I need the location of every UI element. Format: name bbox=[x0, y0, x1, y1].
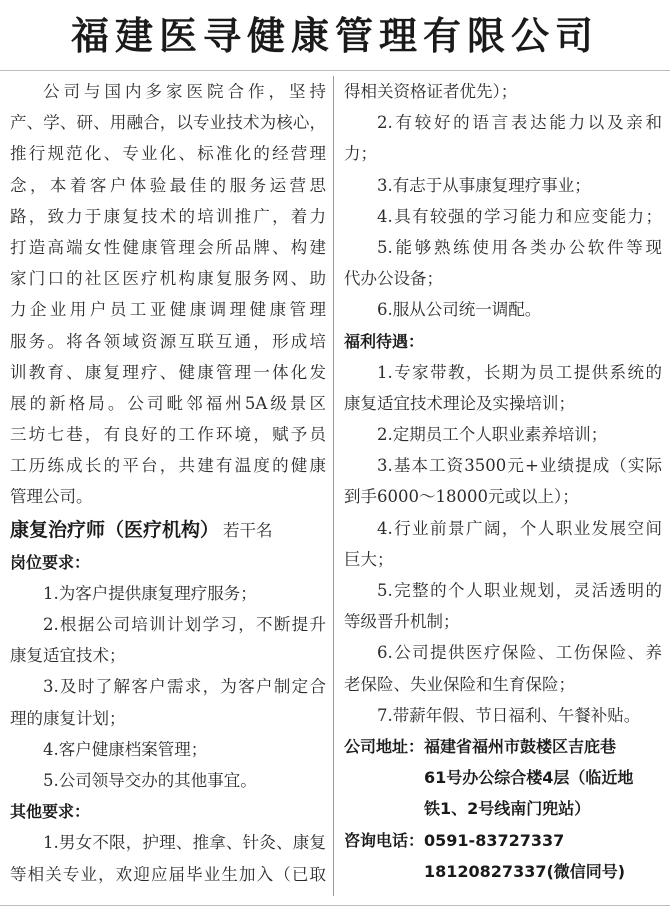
benefit-line: 巨大； bbox=[344, 549, 394, 569]
duty-line: 康复适宜技术； bbox=[10, 646, 126, 666]
intro-line: 公司与国内多家医院合作，坚持 bbox=[43, 82, 326, 101]
intro-line: 产、学、研、用融合，以专业技术为核心， bbox=[10, 113, 326, 133]
other-heading: 其他要求： bbox=[10, 802, 91, 822]
benefit-line: 1.专家带教，长期为员工提供系统的 bbox=[377, 362, 662, 382]
intro-line: 工历练成长的平台，共建有温度的健康 bbox=[10, 456, 326, 476]
right-column bbox=[344, 76, 662, 887]
phone-number: 0591-83727337 bbox=[424, 830, 565, 850]
intro-line: 家门口的社区医疗机构康复服务网、助 bbox=[10, 269, 326, 289]
duty-line: 3.及时了解客户需求，为客户制定合 bbox=[43, 677, 326, 697]
contact-phone bbox=[344, 825, 662, 887]
other-requirements-left bbox=[10, 827, 326, 889]
benefit-line: 老保险、失业保险和生育保险； bbox=[344, 674, 575, 694]
company-address bbox=[344, 731, 662, 825]
duty-line: 1.为客户提供康复理疗服务； bbox=[43, 583, 257, 603]
benefit-line: 7.带薪年假、节日福利、午餐补贴。 bbox=[377, 705, 641, 725]
other-line: 6.服从公司统一调配。 bbox=[377, 300, 542, 320]
benefit-line: 3.基本工资3500元+业绩提成（实际 bbox=[377, 456, 662, 476]
job-title: 康复治疗师（医疗机构） bbox=[10, 518, 220, 541]
address-line: 铁1、2号线南门兜站） bbox=[424, 799, 591, 819]
duty-line: 2.根据公司培训计划学习，不断提升 bbox=[43, 615, 326, 634]
address-line: 61号办公综合楼4层（临近地 bbox=[424, 768, 634, 788]
other-line: 3.有志于从事康复理疗事业； bbox=[377, 175, 591, 195]
other-requirements-right bbox=[344, 76, 662, 326]
page-title: 福建医寻健康管理有限公司 bbox=[70, 14, 599, 58]
top-divider bbox=[0, 70, 670, 71]
intro-line: 管理公司。 bbox=[10, 487, 93, 507]
benefit-line: 5.完整的个人职业规划，灵活透明的 bbox=[377, 581, 662, 600]
duties-heading: 岗位要求： bbox=[10, 552, 91, 572]
other-line: 5.能够熟练使用各类办公软件等现 bbox=[377, 237, 662, 257]
duty-line: 理的康复计划； bbox=[10, 708, 126, 728]
intro-line: 训教育、康复理疗、健康管理一体化发 bbox=[10, 362, 326, 382]
benefit-line: 4.行业前景广阔，个人职业发展空间 bbox=[377, 518, 662, 538]
address-line: 福建省福州市鼓楼区吉庇巷 bbox=[424, 736, 617, 756]
other-line: 得相关资格证者优先）； bbox=[344, 82, 518, 101]
address-label: 公司地址： bbox=[344, 736, 425, 756]
intro-line: 推行规范化、专业化、标准化的经营理 bbox=[10, 144, 326, 164]
intro-line: 力企业用户员工亚健康调理健康管理 bbox=[10, 300, 326, 320]
company-intro bbox=[10, 76, 326, 513]
other-line: 1.男女不限，护理、推拿、针灸、康复 bbox=[43, 833, 326, 853]
intro-line: 打造高端女性健康管理会所品牌、构建 bbox=[10, 237, 326, 257]
duties-list bbox=[10, 578, 326, 796]
benefit-line: 康复适宜技术理论及实操培训； bbox=[344, 393, 575, 413]
benefit-line: 2.定期员工个人职业素养培训； bbox=[377, 425, 608, 445]
job-count: 若干名 bbox=[223, 520, 273, 540]
duty-line: 5.公司领导交办的其他事宜。 bbox=[43, 770, 257, 790]
other-line: 力； bbox=[344, 144, 377, 164]
intro-line: 展的新格局。公司毗邻福州5A级景区 bbox=[10, 393, 326, 413]
intro-line: 路，致力于康复技术的培训推广，着力 bbox=[10, 206, 326, 226]
column-divider bbox=[333, 76, 334, 896]
benefit-line: 等级晋升机制； bbox=[344, 612, 460, 632]
duty-line: 4.客户健康档案管理； bbox=[43, 739, 208, 759]
other-line: 代办公设备； bbox=[344, 269, 443, 289]
benefit-line: 到手6000～18000元或以上）； bbox=[344, 487, 579, 507]
intro-line: 服务。将各领域资源互联互通，形成培 bbox=[10, 331, 326, 351]
benefit-line: 6.公司提供医疗保险、工伤保险、养 bbox=[377, 643, 662, 663]
phone-number: 18120827337(微信同号) bbox=[424, 861, 626, 881]
benefits-list bbox=[344, 357, 662, 731]
left-column bbox=[10, 76, 326, 890]
intro-line: 念，本着客户体验最佳的服务运营思 bbox=[10, 175, 326, 195]
phone-label: 咨询电话： bbox=[344, 830, 425, 850]
other-line: 2.有较好的语言表达能力以及亲和 bbox=[377, 113, 662, 133]
bottom-divider bbox=[0, 905, 670, 906]
intro-line: 三坊七巷，有良好的工作环境，赋予员 bbox=[10, 425, 326, 445]
benefits-heading: 福利待遇： bbox=[344, 331, 425, 351]
other-line: 等相关专业，欢迎应届毕业生加入（已取 bbox=[10, 864, 326, 884]
other-line: 4.具有较强的学习能力和应变能力； bbox=[377, 206, 662, 226]
job-heading bbox=[10, 513, 326, 547]
